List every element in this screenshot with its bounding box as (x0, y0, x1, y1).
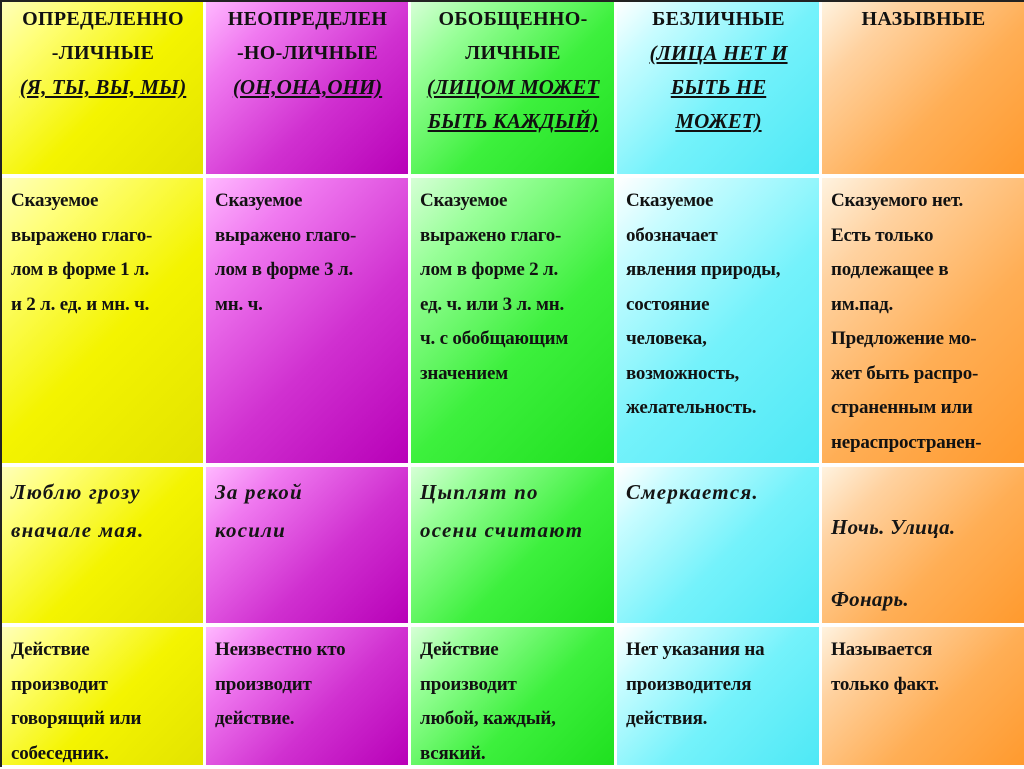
predicate-cell (206, 178, 411, 467)
header-indefinite-personal (206, 2, 411, 178)
header-pronouns: (ОН,ОНА,ОНИ) (232, 75, 383, 99)
meaning-text: Называется только факт. (831, 639, 939, 695)
example-text: Смеркается. (626, 480, 759, 504)
header-title-line2: -ЛИЧНЫЕ (51, 42, 155, 64)
header-nominative (822, 2, 1024, 178)
header-definite-personal (2, 2, 206, 178)
example-cell (2, 467, 206, 627)
meaning-cell (206, 627, 411, 769)
meaning-cell (822, 627, 1024, 769)
example-text: Цыплят по осени считают (420, 480, 584, 542)
example-cell (822, 467, 1024, 627)
header-title-line2: ЛИЧНЫЕ (465, 42, 561, 64)
header-pronouns: (ЛИЦА НЕТ И БЫТЬ НЕ МОЖЕТ) (649, 41, 788, 133)
meaning-cell (411, 627, 617, 769)
predicate-cell (411, 178, 617, 467)
example-text: Люблю грозу вначале мая. (11, 480, 145, 542)
predicate-cell (2, 178, 206, 467)
example-cell (206, 467, 411, 627)
header-title-line1: БЕЗЛИЧНЫЕ (652, 8, 785, 30)
predicate-cell (617, 178, 822, 467)
example-cell (617, 467, 822, 627)
header-title-line1: ОБОБЩЕННО- (438, 8, 588, 30)
header-title-line1: НАЗЫВНЫЕ (861, 8, 986, 30)
header-title-line1: НЕОПРЕДЕЛЕН (227, 8, 388, 30)
header-pronouns: (ЛИЦОМ МОЖЕТ БЫТЬ КАЖДЫЙ) (426, 75, 600, 133)
meaning-text: Нет указания на производителя действия. (626, 639, 765, 729)
meaning-text: Неизвестно кто производит действие. (215, 639, 346, 729)
example-line: Ночь. Улица. (831, 515, 956, 539)
meaning-cell (617, 627, 822, 769)
meaning-text: Действие производит любой, каждый, всякий. (420, 639, 556, 764)
example-cell (411, 467, 617, 627)
predicate-text: Сказуемое выражено глаго- лом в форме 1 л. и 2 л. ед. и мн. ч. (11, 190, 153, 315)
predicate-text: Сказуемое выражено глаго- лом в форме 3 л. мн. ч. (215, 190, 357, 315)
example-line: Фонарь. (831, 587, 909, 611)
header-generalized-personal (411, 2, 617, 178)
header-title-line1: ОПРЕДЕЛЕННО (22, 8, 184, 30)
predicate-text: Сказуемое выражено глаго- лом в форме 2 л. ед. ч. или 3 л. мн. ч. с обобщающим значением (420, 190, 569, 384)
header-title-line2: -НО-ЛИЧНЫЕ (236, 42, 379, 64)
meaning-text: Действие производит говорящий или собеседник. (11, 639, 142, 764)
meaning-cell (2, 627, 206, 769)
header-pronouns: (Я, ТЫ, ВЫ, МЫ) (19, 75, 187, 99)
predicate-text: Сказуемого нет. Есть только подлежащее в им.пад. Предложение мо- жет быть распро- страненным или нераспространен- (831, 190, 982, 453)
predicate-text: Сказуемое обозначает явления природы, состояние человека, возможность, желательность. (626, 190, 781, 418)
predicate-cell (822, 178, 1024, 467)
example-text: За рекой косили (215, 480, 303, 542)
example-text (831, 473, 1016, 627)
header-impersonal (617, 2, 822, 178)
